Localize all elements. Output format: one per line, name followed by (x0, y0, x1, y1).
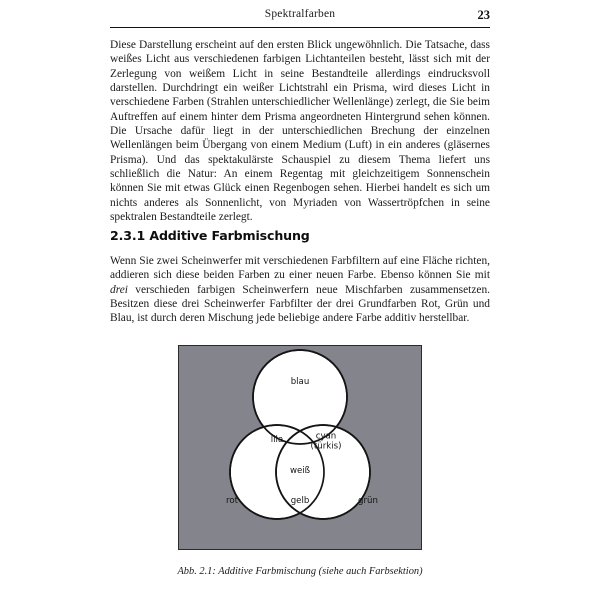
venn-label-cyan-line2: (türkis) (310, 441, 342, 451)
venn-label-cyan-line1: cyan (315, 431, 337, 442)
section-heading: 2.3.1 Additive Farbmischung (110, 228, 310, 243)
paragraph-2-text-a: Wenn Sie zwei Scheinwerfer mit verschiedenen Farbfiltern auf eine Fläche richten, addieren sich diese beiden Farben zu einer neuen Farbe. Ebenso können Sie mit (110, 255, 490, 282)
page-number: 23 (477, 8, 490, 22)
venn-label-weiss: weiß (289, 466, 311, 477)
venn-label-cyan (311, 432, 342, 451)
paragraph-block-2 (110, 254, 490, 326)
paragraph-block-1 (110, 38, 490, 224)
header-divider (110, 27, 490, 28)
figure-additive-color-mixing (178, 345, 422, 550)
venn-label-gruen: grün (358, 496, 378, 507)
running-head (110, 8, 490, 26)
running-head-title: Spektralfarben (264, 8, 336, 20)
body-paragraph-2 (110, 254, 490, 326)
paragraph-2-text-b: verschieden farbigen Scheinwerfern neue Mischfarben zusammensetzen. Besitzen diese drei Scheinwerfer Farbfilter der drei Grundfarben Rot, Grün und Blau, ist durch deren Mischung jede beliebige andere Farbe additiv herstellbar. (110, 283, 490, 325)
paragraph-2-emphasis: drei (110, 283, 128, 296)
venn-label-blau: blau (290, 377, 310, 388)
venn-diagram (178, 345, 422, 550)
venn-label-lila: lila (270, 435, 284, 446)
venn-label-gelb: gelb (290, 496, 310, 507)
venn-label-rot: rot (226, 496, 238, 507)
body-paragraph-1: Diese Darstellung erscheint auf den ersten Blick ungewöhnlich. Die Tatsache, dass weißes Licht aus verschiedenen farbigen Lichtanteilen besteht, lässt sich mit der Zerlegung von weißem Licht in seine Bestandteile allerdings eindrucksvoll darstellen. Durchdringt ein weißer Lichtstrahl ein Prisma, wird dieses Licht in verschiedene Farben (Strahlen unterschiedlicher Wellenlänge) zerlegt, die Sie beim Auftreffen auf einem hinter dem Prisma angeordneten Hintergrund sehen können. Die Ursache dafür liegt in der unterschiedlichen Brechung der einzelnen Wellenlängen beim Übergang von einem Medium (Luft) in ein anderes (gläsernes Prisma). Und das spektakulärste Schauspiel zu diesem Thema liefert uns schließlich die Natur: An einem Regentag mit gleichzeitigem Sonnenschein können Sie mit etwas Glück einen Regenbogen sehen. Hierbei handelt es sich um nichts anderes als Sonnenlicht, von Myriaden von Wassertröpfchen in seine spektralen Bestandteile zerlegt. (110, 39, 490, 224)
figure-caption: Abb. 2.1: Additive Farbmischung (siehe auch Farbsektion) (177, 566, 423, 577)
